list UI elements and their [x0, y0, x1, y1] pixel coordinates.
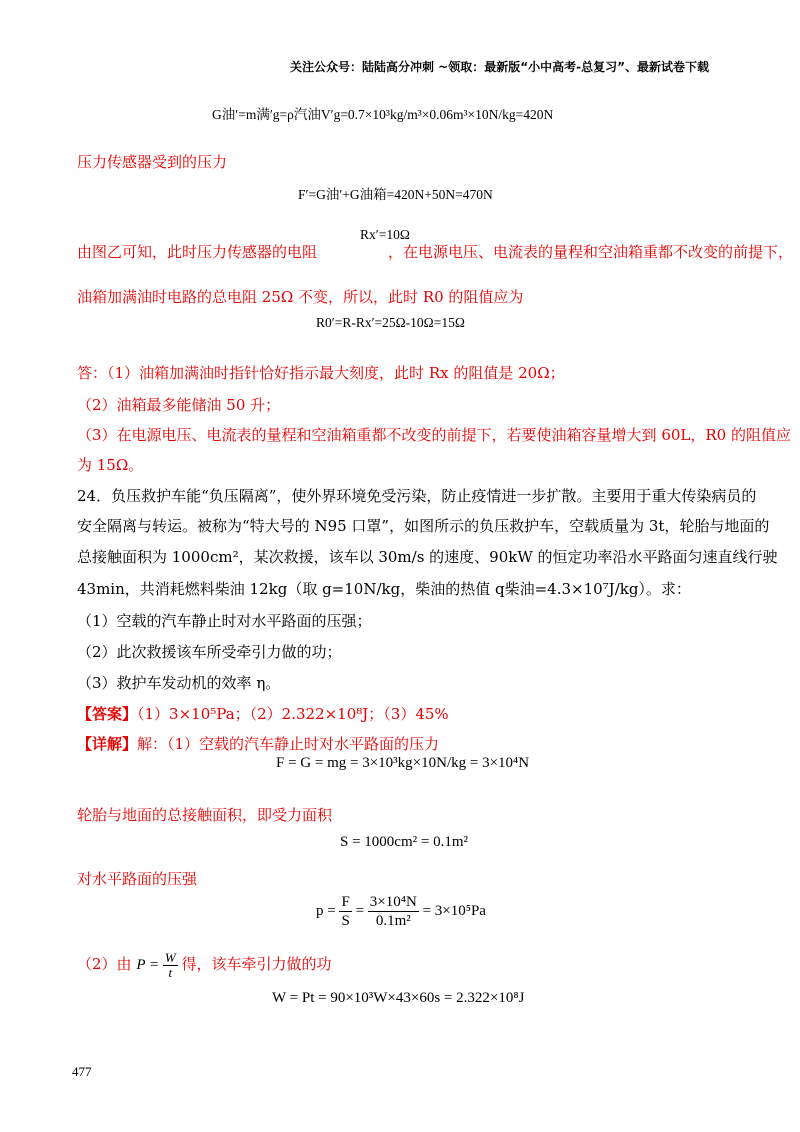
text-from-figure-a: 由图乙可知，此时压力传感器的电阻 [77, 243, 318, 261]
by-prefix: （2）由 [77, 954, 132, 973]
fraction-f-over-s [339, 893, 351, 930]
fraction-numerator: W [164, 950, 176, 965]
fraction-numerator: 3×10⁴N [369, 894, 417, 910]
text-by-power-formula [77, 951, 331, 980]
answer-text: （1）3×10⁵Pa；（2）2.322×10⁸J；（3）45% [137, 705, 449, 723]
equation-pressure-lhs: p = [316, 902, 336, 919]
by-suffix: 得，该车牵引力做的功 [181, 954, 332, 973]
answer-line-1: 答：（1）油箱加满油时指针恰好指示最大刻度，此时 Rx 的阻值是 20Ω； [77, 364, 565, 382]
text-from-figure-b: ，在电源电压、电流表的量程和空油箱重都不改变的前提下， [388, 243, 794, 261]
fraction-denominator: 0.1m² [375, 913, 411, 929]
equation-pressure-rhs: = 3×10⁵Pa [422, 902, 486, 919]
page-header: 关注公众号：陆陆高分冲刺 ~领取：最新版“小中高考-总复习”、最新试卷下载 [290, 60, 709, 74]
fraction-denominator: S [341, 913, 350, 929]
question-24-sub-1: （1）空载的汽车静止时对水平路面的压强； [77, 612, 372, 630]
fraction-numerator: F [341, 894, 350, 910]
equation-r0: R0′=R-Rx′=25Ω-10Ω=15Ω [316, 315, 465, 330]
fraction-denominator: t [168, 965, 173, 980]
text-pressure-intensity: 对水平路面的压强 [77, 870, 198, 888]
question-24-sub-3: （3）救护车发动机的效率 η。 [77, 674, 281, 692]
fraction-force-over-area [368, 893, 419, 930]
equation-f-g: F = G = mg = 3×10³kg×10N/kg = 3×10⁴N [276, 755, 530, 771]
question-24-line-3: 总接触面积为 1000cm²，某次救援，该车以 30m/s 的速度、90kW 的恒定功率沿水平路面匀速直线行驶 [77, 548, 778, 566]
page-number: 477 [72, 1064, 92, 1079]
question-24-sub-2: （2）此次救援该车所受牵引力做的功； [77, 643, 342, 661]
equation-rx-prime: Rx′=10Ω [360, 227, 410, 242]
detail-heading [77, 733, 439, 754]
equation-g-oil: G油′=m满′g=ρ汽油V′g=0.7×10³kg/m³×0.06m³×10N/kg=420N [212, 107, 554, 122]
question-24-line-1: 24．负压救护车能“负压隔离”，使外界环境免受污染，防止疫情进一步扩散。主要用于重大传染病员的 [77, 487, 757, 505]
answer-line-3a: （3）在电源电压、电流表的量程和空油箱重都不改变的前提下，若要使油箱容量增大到 60L，R0 的阻值应 [77, 426, 791, 444]
question-24-line-4: 43min，共消耗燃料柴油 12kg（取 g=10N/kg，柴油的热值 q柴油=4.3×10⁷J/kg）。求： [77, 580, 691, 598]
text-total-resistance: 油箱加满油时电路的总电阻 25Ω 不变，所以，此时 R0 的阻值应为 [77, 288, 524, 306]
equation-pressure [316, 893, 486, 930]
detail-text: 解：（1）空载的汽车静止时对水平路面的压力 [137, 735, 440, 753]
text-contact-area: 轮胎与地面的总接触面积，即受力面积 [77, 806, 333, 824]
answer-line-2: （2）油箱最多能储油 50 升； [77, 396, 281, 414]
answer-summary [77, 703, 449, 724]
answer-tag: 【答案】 [77, 705, 138, 723]
power-formula-lhs: P = [136, 956, 160, 973]
fraction-w-over-t [163, 951, 178, 980]
answer-line-3b: 为 15Ω。 [77, 456, 144, 474]
equals-sign: = [355, 902, 365, 919]
equation-s: S = 1000cm² = 0.1m² [340, 834, 468, 850]
detail-tag: 【详解】 [77, 735, 138, 753]
text-pressure-sensor: 压力传感器受到的压力 [77, 153, 228, 171]
power-formula [136, 950, 181, 980]
equation-work: W = Pt = 90×10³W×43×60s = 2.322×10⁸J [272, 990, 525, 1006]
question-24-line-2: 安全隔离与转运。被称为“特大号的 N95 口罩”，如图所示的负压救护车，空载质量为 3t，轮胎与地面的 [77, 517, 770, 535]
equation-f-prime: F′=G油′+G油箱=420N+50N=470N [298, 187, 493, 202]
